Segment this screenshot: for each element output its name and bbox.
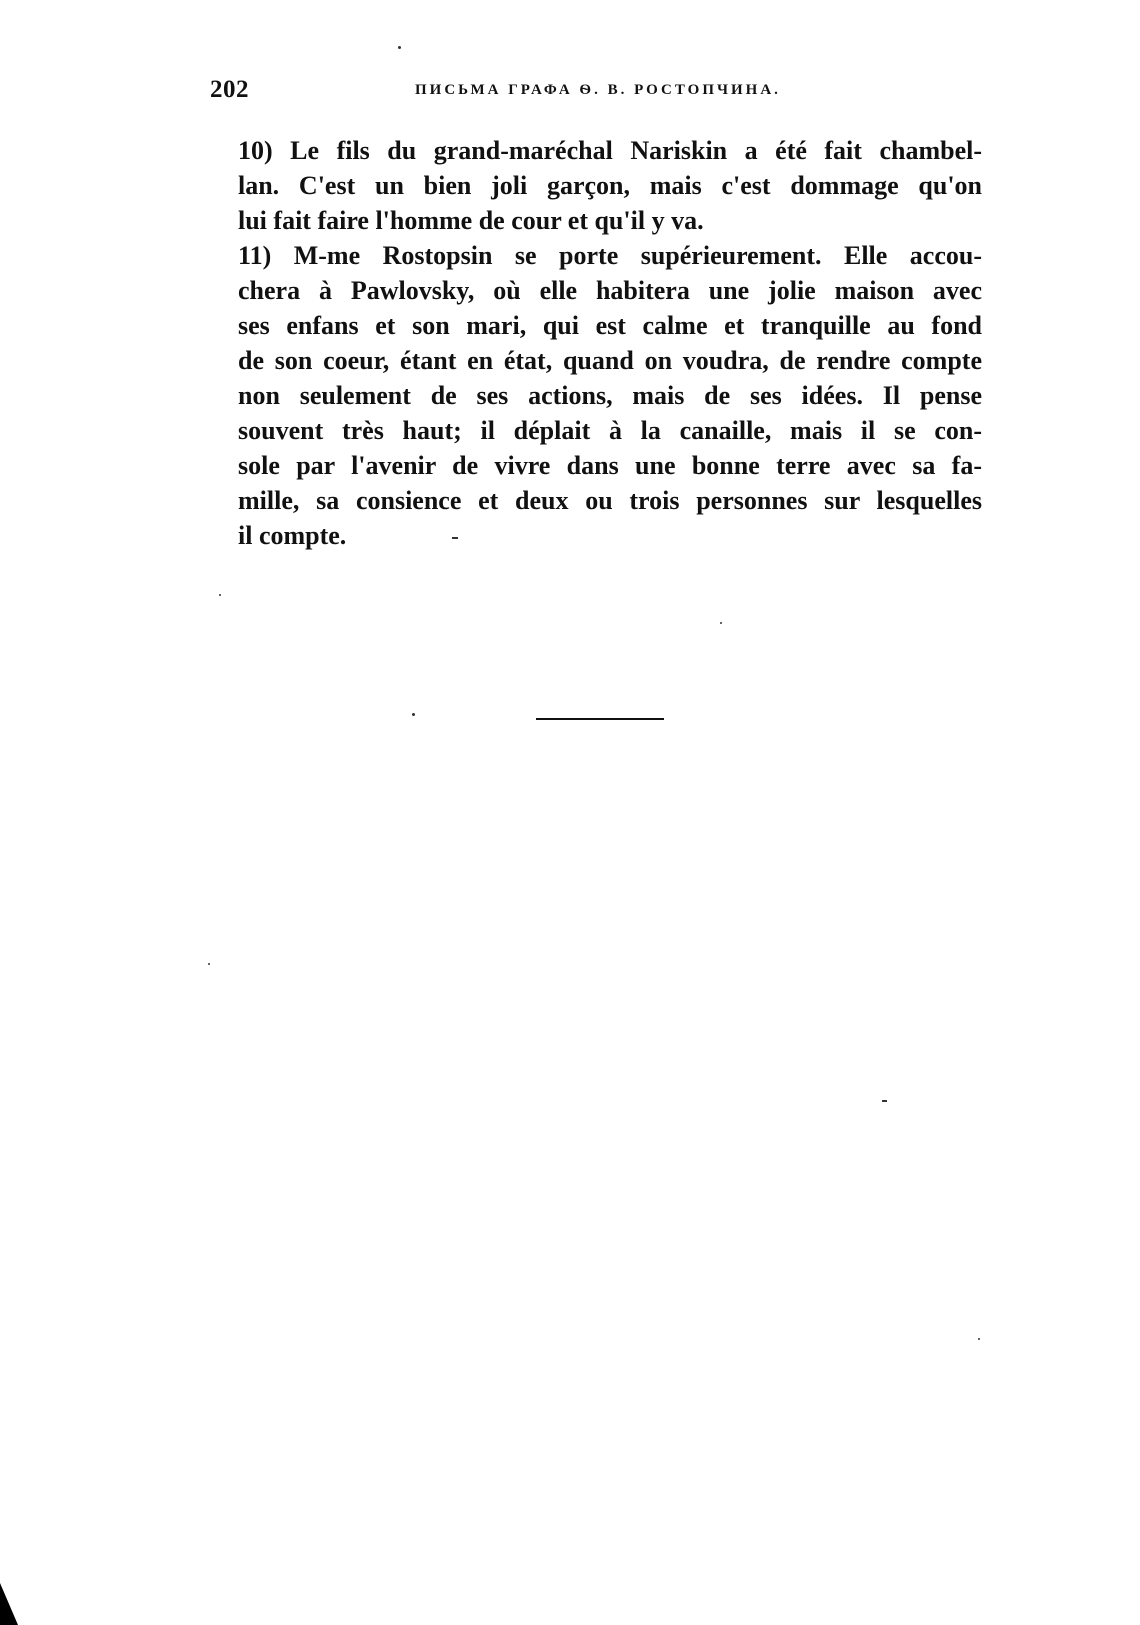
scan-speck (412, 713, 415, 716)
text-line: lui fait faire l'homme de cour et qu'il y va. (238, 206, 704, 235)
scan-speck (882, 1100, 887, 1102)
text-line: de son coeur, étant en état, quand on voudra, de rendre compte (238, 346, 982, 375)
text-line: 10) Le fils du grand-maréchal Nariskin a été fait chambel- (238, 136, 982, 165)
scan-speck (398, 46, 401, 49)
scan-speck (219, 594, 221, 596)
section-divider-rule (536, 718, 664, 720)
paragraph-11 (210, 238, 982, 553)
text-line: non seulement de ses actions, mais de ses idées. Il pense (238, 381, 982, 410)
text-line: souvent très haut; il déplait à la canaille, mais il se con- (238, 416, 982, 445)
text-line: il compte. (238, 521, 347, 550)
page-number: 202 (210, 76, 249, 103)
text-line: lan. C'est un bien joli garçon, mais c'est dommage qu'on (238, 171, 982, 200)
scan-speck (208, 963, 210, 965)
text-line: mille, sa consience et deux ou trois personnes sur lesquelles (238, 486, 982, 515)
scan-speck (452, 537, 458, 539)
running-title: ПИСЬМА ГРАФА Ѳ. В. РОСТОПЧИНА. (415, 82, 781, 98)
paragraph-10 (210, 133, 982, 238)
body-text (210, 133, 982, 553)
text-line: sole par l'avenir de vivre dans une bonne terre avec sa fa- (238, 451, 982, 480)
scan-speck (978, 1338, 980, 1340)
text-line: chera à Pawlovsky, où elle habitera une jolie maison avec (238, 276, 982, 305)
text-line: ses enfans et son mari, qui est calme et tranquille au fond (238, 311, 982, 340)
scan-speck (720, 622, 722, 624)
page-header (210, 76, 982, 106)
scan-corner-mark (0, 1583, 18, 1625)
text-line: 11) M-me Rostopsin se porte supérieurement. Elle accou- (238, 241, 982, 270)
